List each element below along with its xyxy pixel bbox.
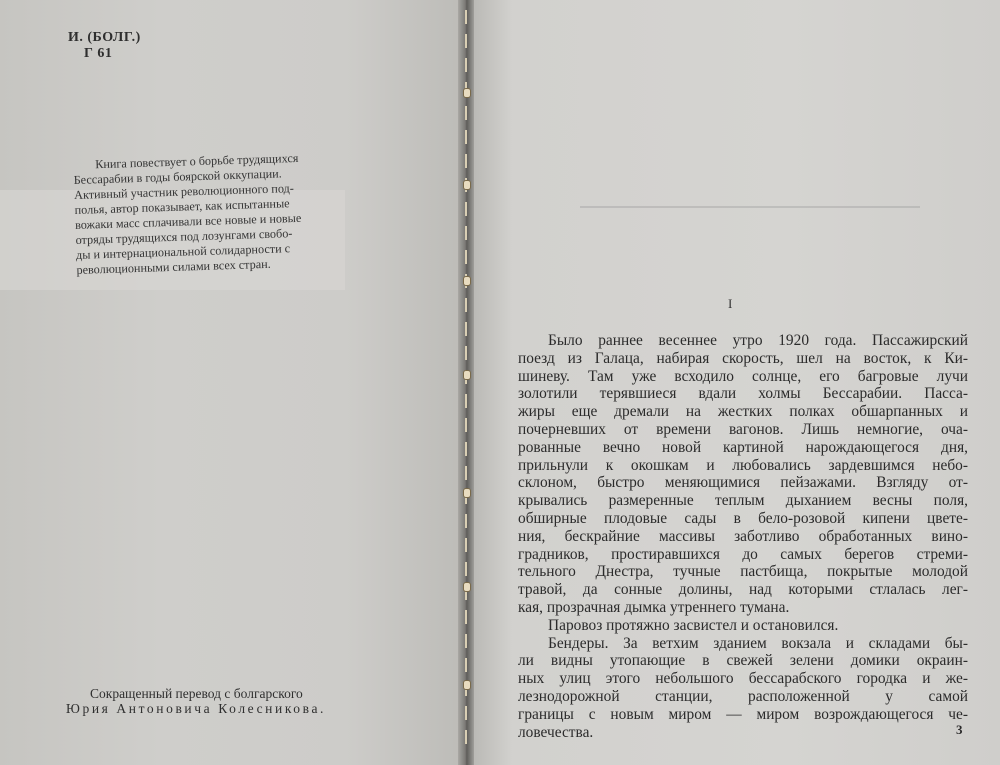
annotation-line: Бессарабии в годы боярской оккупации. (73, 166, 282, 187)
text-line: золотили терявшиеся вдали холмы Бессарабии. Пасса- (518, 385, 968, 403)
page-crease (580, 206, 920, 208)
left-page (0, 0, 462, 765)
binding-stitch (463, 488, 471, 498)
text-line: ли видны утопающие в свежей зелени домики окраин- (518, 652, 968, 670)
text-line: поезд из Галаца, набирая скорость, шел на восток, к Ки- (518, 349, 968, 367)
annotation-line: ды и интернациональной солидарности с (75, 241, 291, 262)
translator-name: Юрия Антоновича Колесникова. (66, 701, 327, 716)
binding-stitch (463, 680, 471, 690)
translation-credit (66, 686, 327, 716)
text-line: лезнодорожной станции, расположенной у самой (518, 687, 968, 705)
text-line: почерневших от времени вагонов. Лишь немногие, оча- (518, 420, 968, 438)
binding-stitch (463, 370, 471, 380)
text-line: кая, прозрачная дымка утреннего тумана. (518, 598, 790, 616)
annotation-line: вожаки масс сплачивали все новые и новые (74, 210, 302, 232)
text-line: Бендеры. За ветхим зданием вокзала и складами бы- (548, 634, 968, 652)
catalog-code (68, 30, 141, 62)
text-line: Было раннее весеннее утро 1920 года. Пассажирский (548, 332, 968, 349)
text-line: травой, да сонные долины, над которыми стлалась лег- (518, 581, 968, 599)
text-line: ния, бескрайние массивы заботливо обработанных вино- (518, 527, 968, 545)
annotation-line: революционными силами всех стран. (76, 256, 271, 277)
translation-line: Сокращенный перевод с болгарского (90, 686, 303, 701)
annotation-line: Книга повествует о борьбе трудящихся (94, 150, 299, 172)
annotation-line: отряды трудящихся под лозунгами свобо- (75, 226, 293, 247)
binding-thread (465, 10, 467, 750)
annotation-line: полья, автор показывает, как испытанные (74, 196, 290, 217)
text-line: Паровоз протяжно засвистел и остановился. (548, 616, 839, 634)
text-line: крывались размеренные теплым дыханием весны поля, (518, 492, 968, 510)
chapter-number: I (728, 296, 733, 311)
text-line: тельного Днестра, тучные пастбища, покрытые молодой (518, 563, 968, 581)
text-line: обширные плодовые сады в бело-розовой кипени цвете- (518, 509, 968, 527)
text-line: жиры еще дремали на жестких полках обшарпанных и (518, 403, 968, 421)
text-line: ловечества. (518, 723, 594, 741)
text-line: ных улиц этого небольшого бессарабского городка и же- (518, 670, 968, 688)
book-annotation (73, 149, 362, 278)
text-line: прильнули к окошкам и любовались зардевшимся небо- (518, 456, 968, 474)
text-line: склоном, быстро меняющимися пейзажами. Взгляду от- (518, 474, 968, 492)
text-line: шиневу. Там уже всходило солнце, его багровые лучи (518, 367, 968, 385)
binding-stitch (463, 180, 471, 190)
page-number: 3 (956, 722, 963, 737)
annotation-line: Активный участник революционного под- (73, 181, 295, 202)
chapter-body-text (518, 332, 968, 741)
catalog-code-line: И. (БОЛГ.) (68, 30, 141, 45)
binding-stitch (463, 582, 471, 592)
catalog-code-line: Г 61 (84, 46, 113, 61)
binding-stitch (463, 88, 471, 98)
text-line: границы с новым миром — миром возрождающегося че- (518, 705, 968, 723)
text-line: градников, простиравшихся до самых берегов стреми- (518, 545, 968, 563)
binding-stitch (463, 276, 471, 286)
text-line: рованные вечно новой картиной нарождающегося дня, (518, 438, 968, 456)
